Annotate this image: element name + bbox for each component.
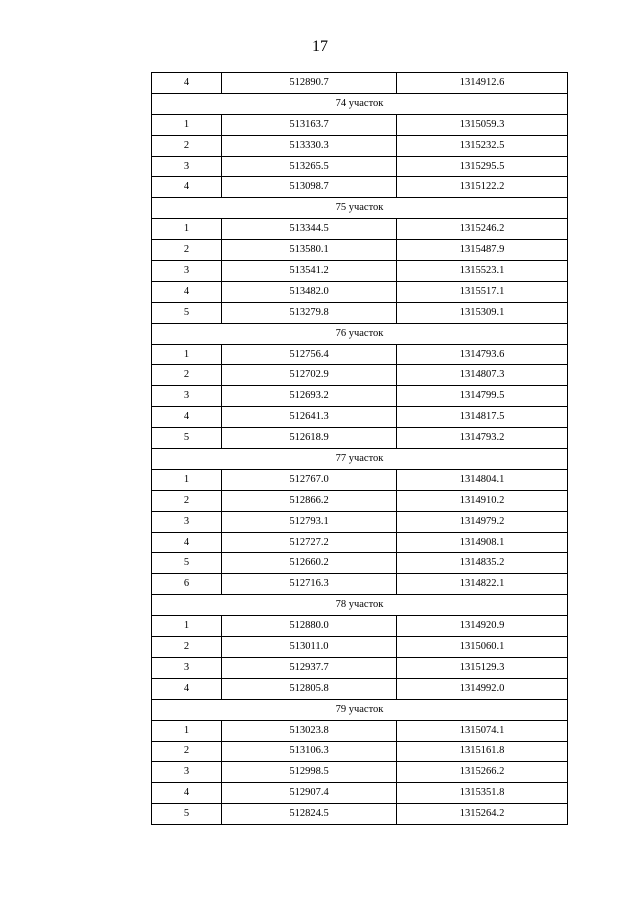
point-number-cell: 2 bbox=[152, 365, 222, 386]
y-coordinate-cell: 1314804.1 bbox=[397, 469, 568, 490]
section-label: 78 участок bbox=[152, 595, 568, 616]
point-number-cell: 1 bbox=[152, 114, 222, 135]
point-number-cell: 4 bbox=[152, 73, 222, 94]
point-row bbox=[152, 532, 568, 553]
y-coordinate-cell: 1315266.2 bbox=[397, 762, 568, 783]
point-number-cell: 5 bbox=[152, 302, 222, 323]
point-number-cell: 4 bbox=[152, 783, 222, 804]
y-coordinate-cell: 1315487.9 bbox=[397, 240, 568, 261]
x-coordinate-cell: 512716.3 bbox=[222, 574, 397, 595]
page-number: 17 bbox=[312, 38, 328, 55]
section-label: 76 участок bbox=[152, 323, 568, 344]
point-row bbox=[152, 156, 568, 177]
point-row bbox=[152, 177, 568, 198]
point-row bbox=[152, 302, 568, 323]
x-coordinate-cell: 513344.5 bbox=[222, 219, 397, 240]
point-number-cell: 2 bbox=[152, 637, 222, 658]
point-number-cell: 5 bbox=[152, 553, 222, 574]
y-coordinate-cell: 1315232.5 bbox=[397, 135, 568, 156]
x-coordinate-cell: 512824.5 bbox=[222, 804, 397, 825]
point-row bbox=[152, 428, 568, 449]
section-label: 77 участок bbox=[152, 449, 568, 470]
y-coordinate-cell: 1315517.1 bbox=[397, 281, 568, 302]
section-header-row bbox=[152, 449, 568, 470]
point-row bbox=[152, 386, 568, 407]
x-coordinate-cell: 512641.3 bbox=[222, 407, 397, 428]
point-row bbox=[152, 741, 568, 762]
point-row bbox=[152, 490, 568, 511]
y-coordinate-cell: 1314920.9 bbox=[397, 616, 568, 637]
y-coordinate-cell: 1315059.3 bbox=[397, 114, 568, 135]
x-coordinate-cell: 512866.2 bbox=[222, 490, 397, 511]
point-number-cell: 5 bbox=[152, 428, 222, 449]
x-coordinate-cell: 512880.0 bbox=[222, 616, 397, 637]
point-row bbox=[152, 657, 568, 678]
section-header-row bbox=[152, 323, 568, 344]
point-number-cell: 4 bbox=[152, 678, 222, 699]
y-coordinate-cell: 1315309.1 bbox=[397, 302, 568, 323]
y-coordinate-cell: 1315264.2 bbox=[397, 804, 568, 825]
point-row bbox=[152, 114, 568, 135]
x-coordinate-cell: 513482.0 bbox=[222, 281, 397, 302]
x-coordinate-cell: 513011.0 bbox=[222, 637, 397, 658]
x-coordinate-cell: 513023.8 bbox=[222, 720, 397, 741]
point-number-cell: 1 bbox=[152, 469, 222, 490]
y-coordinate-cell: 1314793.2 bbox=[397, 428, 568, 449]
point-row bbox=[152, 616, 568, 637]
y-coordinate-cell: 1315060.1 bbox=[397, 637, 568, 658]
point-number-cell: 3 bbox=[152, 386, 222, 407]
point-number-cell: 1 bbox=[152, 219, 222, 240]
point-row bbox=[152, 219, 568, 240]
point-row bbox=[152, 511, 568, 532]
point-row bbox=[152, 135, 568, 156]
point-number-cell: 4 bbox=[152, 532, 222, 553]
point-number-cell: 3 bbox=[152, 657, 222, 678]
x-coordinate-cell: 512805.8 bbox=[222, 678, 397, 699]
y-coordinate-cell: 1314979.2 bbox=[397, 511, 568, 532]
point-number-cell: 3 bbox=[152, 511, 222, 532]
point-number-cell: 3 bbox=[152, 156, 222, 177]
point-row bbox=[152, 240, 568, 261]
x-coordinate-cell: 513279.8 bbox=[222, 302, 397, 323]
section-header-row bbox=[152, 198, 568, 219]
section-header-row bbox=[152, 699, 568, 720]
y-coordinate-cell: 1314807.3 bbox=[397, 365, 568, 386]
y-coordinate-cell: 1314799.5 bbox=[397, 386, 568, 407]
x-coordinate-cell: 512727.2 bbox=[222, 532, 397, 553]
section-label: 75 участок bbox=[152, 198, 568, 219]
point-number-cell: 2 bbox=[152, 741, 222, 762]
point-number-cell: 4 bbox=[152, 407, 222, 428]
x-coordinate-cell: 512937.7 bbox=[222, 657, 397, 678]
x-coordinate-cell: 512618.9 bbox=[222, 428, 397, 449]
point-row bbox=[152, 281, 568, 302]
point-number-cell: 4 bbox=[152, 177, 222, 198]
y-coordinate-cell: 1314793.6 bbox=[397, 344, 568, 365]
point-number-cell: 4 bbox=[152, 281, 222, 302]
y-coordinate-cell: 1315074.1 bbox=[397, 720, 568, 741]
coordinates-table-body bbox=[152, 73, 568, 825]
point-number-cell: 2 bbox=[152, 135, 222, 156]
point-row bbox=[152, 73, 568, 94]
point-row bbox=[152, 553, 568, 574]
point-row bbox=[152, 469, 568, 490]
x-coordinate-cell: 512767.0 bbox=[222, 469, 397, 490]
coordinates-table bbox=[151, 72, 568, 825]
point-row bbox=[152, 407, 568, 428]
point-row bbox=[152, 678, 568, 699]
y-coordinate-cell: 1314822.1 bbox=[397, 574, 568, 595]
point-number-cell: 2 bbox=[152, 490, 222, 511]
point-number-cell: 1 bbox=[152, 720, 222, 741]
x-coordinate-cell: 512907.4 bbox=[222, 783, 397, 804]
x-coordinate-cell: 512998.5 bbox=[222, 762, 397, 783]
point-row bbox=[152, 783, 568, 804]
point-row bbox=[152, 762, 568, 783]
point-row bbox=[152, 344, 568, 365]
point-row bbox=[152, 637, 568, 658]
y-coordinate-cell: 1315295.5 bbox=[397, 156, 568, 177]
point-row bbox=[152, 261, 568, 282]
section-label: 79 участок bbox=[152, 699, 568, 720]
y-coordinate-cell: 1315161.8 bbox=[397, 741, 568, 762]
x-coordinate-cell: 513265.5 bbox=[222, 156, 397, 177]
point-number-cell: 1 bbox=[152, 344, 222, 365]
point-number-cell: 6 bbox=[152, 574, 222, 595]
point-number-cell: 1 bbox=[152, 616, 222, 637]
y-coordinate-cell: 1315122.2 bbox=[397, 177, 568, 198]
x-coordinate-cell: 513330.3 bbox=[222, 135, 397, 156]
x-coordinate-cell: 513106.3 bbox=[222, 741, 397, 762]
x-coordinate-cell: 513580.1 bbox=[222, 240, 397, 261]
y-coordinate-cell: 1315246.2 bbox=[397, 219, 568, 240]
x-coordinate-cell: 513541.2 bbox=[222, 261, 397, 282]
y-coordinate-cell: 1314910.2 bbox=[397, 490, 568, 511]
point-number-cell: 3 bbox=[152, 762, 222, 783]
x-coordinate-cell: 512693.2 bbox=[222, 386, 397, 407]
y-coordinate-cell: 1314912.6 bbox=[397, 73, 568, 94]
x-coordinate-cell: 512702.9 bbox=[222, 365, 397, 386]
y-coordinate-cell: 1314817.5 bbox=[397, 407, 568, 428]
section-header-row bbox=[152, 93, 568, 114]
y-coordinate-cell: 1315523.1 bbox=[397, 261, 568, 282]
point-row bbox=[152, 720, 568, 741]
point-row bbox=[152, 574, 568, 595]
x-coordinate-cell: 512793.1 bbox=[222, 511, 397, 532]
point-number-cell: 2 bbox=[152, 240, 222, 261]
section-label: 74 участок bbox=[152, 93, 568, 114]
point-row bbox=[152, 804, 568, 825]
section-header-row bbox=[152, 595, 568, 616]
x-coordinate-cell: 513163.7 bbox=[222, 114, 397, 135]
y-coordinate-cell: 1314835.2 bbox=[397, 553, 568, 574]
x-coordinate-cell: 512756.4 bbox=[222, 344, 397, 365]
y-coordinate-cell: 1314992.0 bbox=[397, 678, 568, 699]
x-coordinate-cell: 512660.2 bbox=[222, 553, 397, 574]
point-number-cell: 3 bbox=[152, 261, 222, 282]
point-number-cell: 5 bbox=[152, 804, 222, 825]
y-coordinate-cell: 1315129.3 bbox=[397, 657, 568, 678]
x-coordinate-cell: 513098.7 bbox=[222, 177, 397, 198]
y-coordinate-cell: 1315351.8 bbox=[397, 783, 568, 804]
y-coordinate-cell: 1314908.1 bbox=[397, 532, 568, 553]
x-coordinate-cell: 512890.7 bbox=[222, 73, 397, 94]
point-row bbox=[152, 365, 568, 386]
